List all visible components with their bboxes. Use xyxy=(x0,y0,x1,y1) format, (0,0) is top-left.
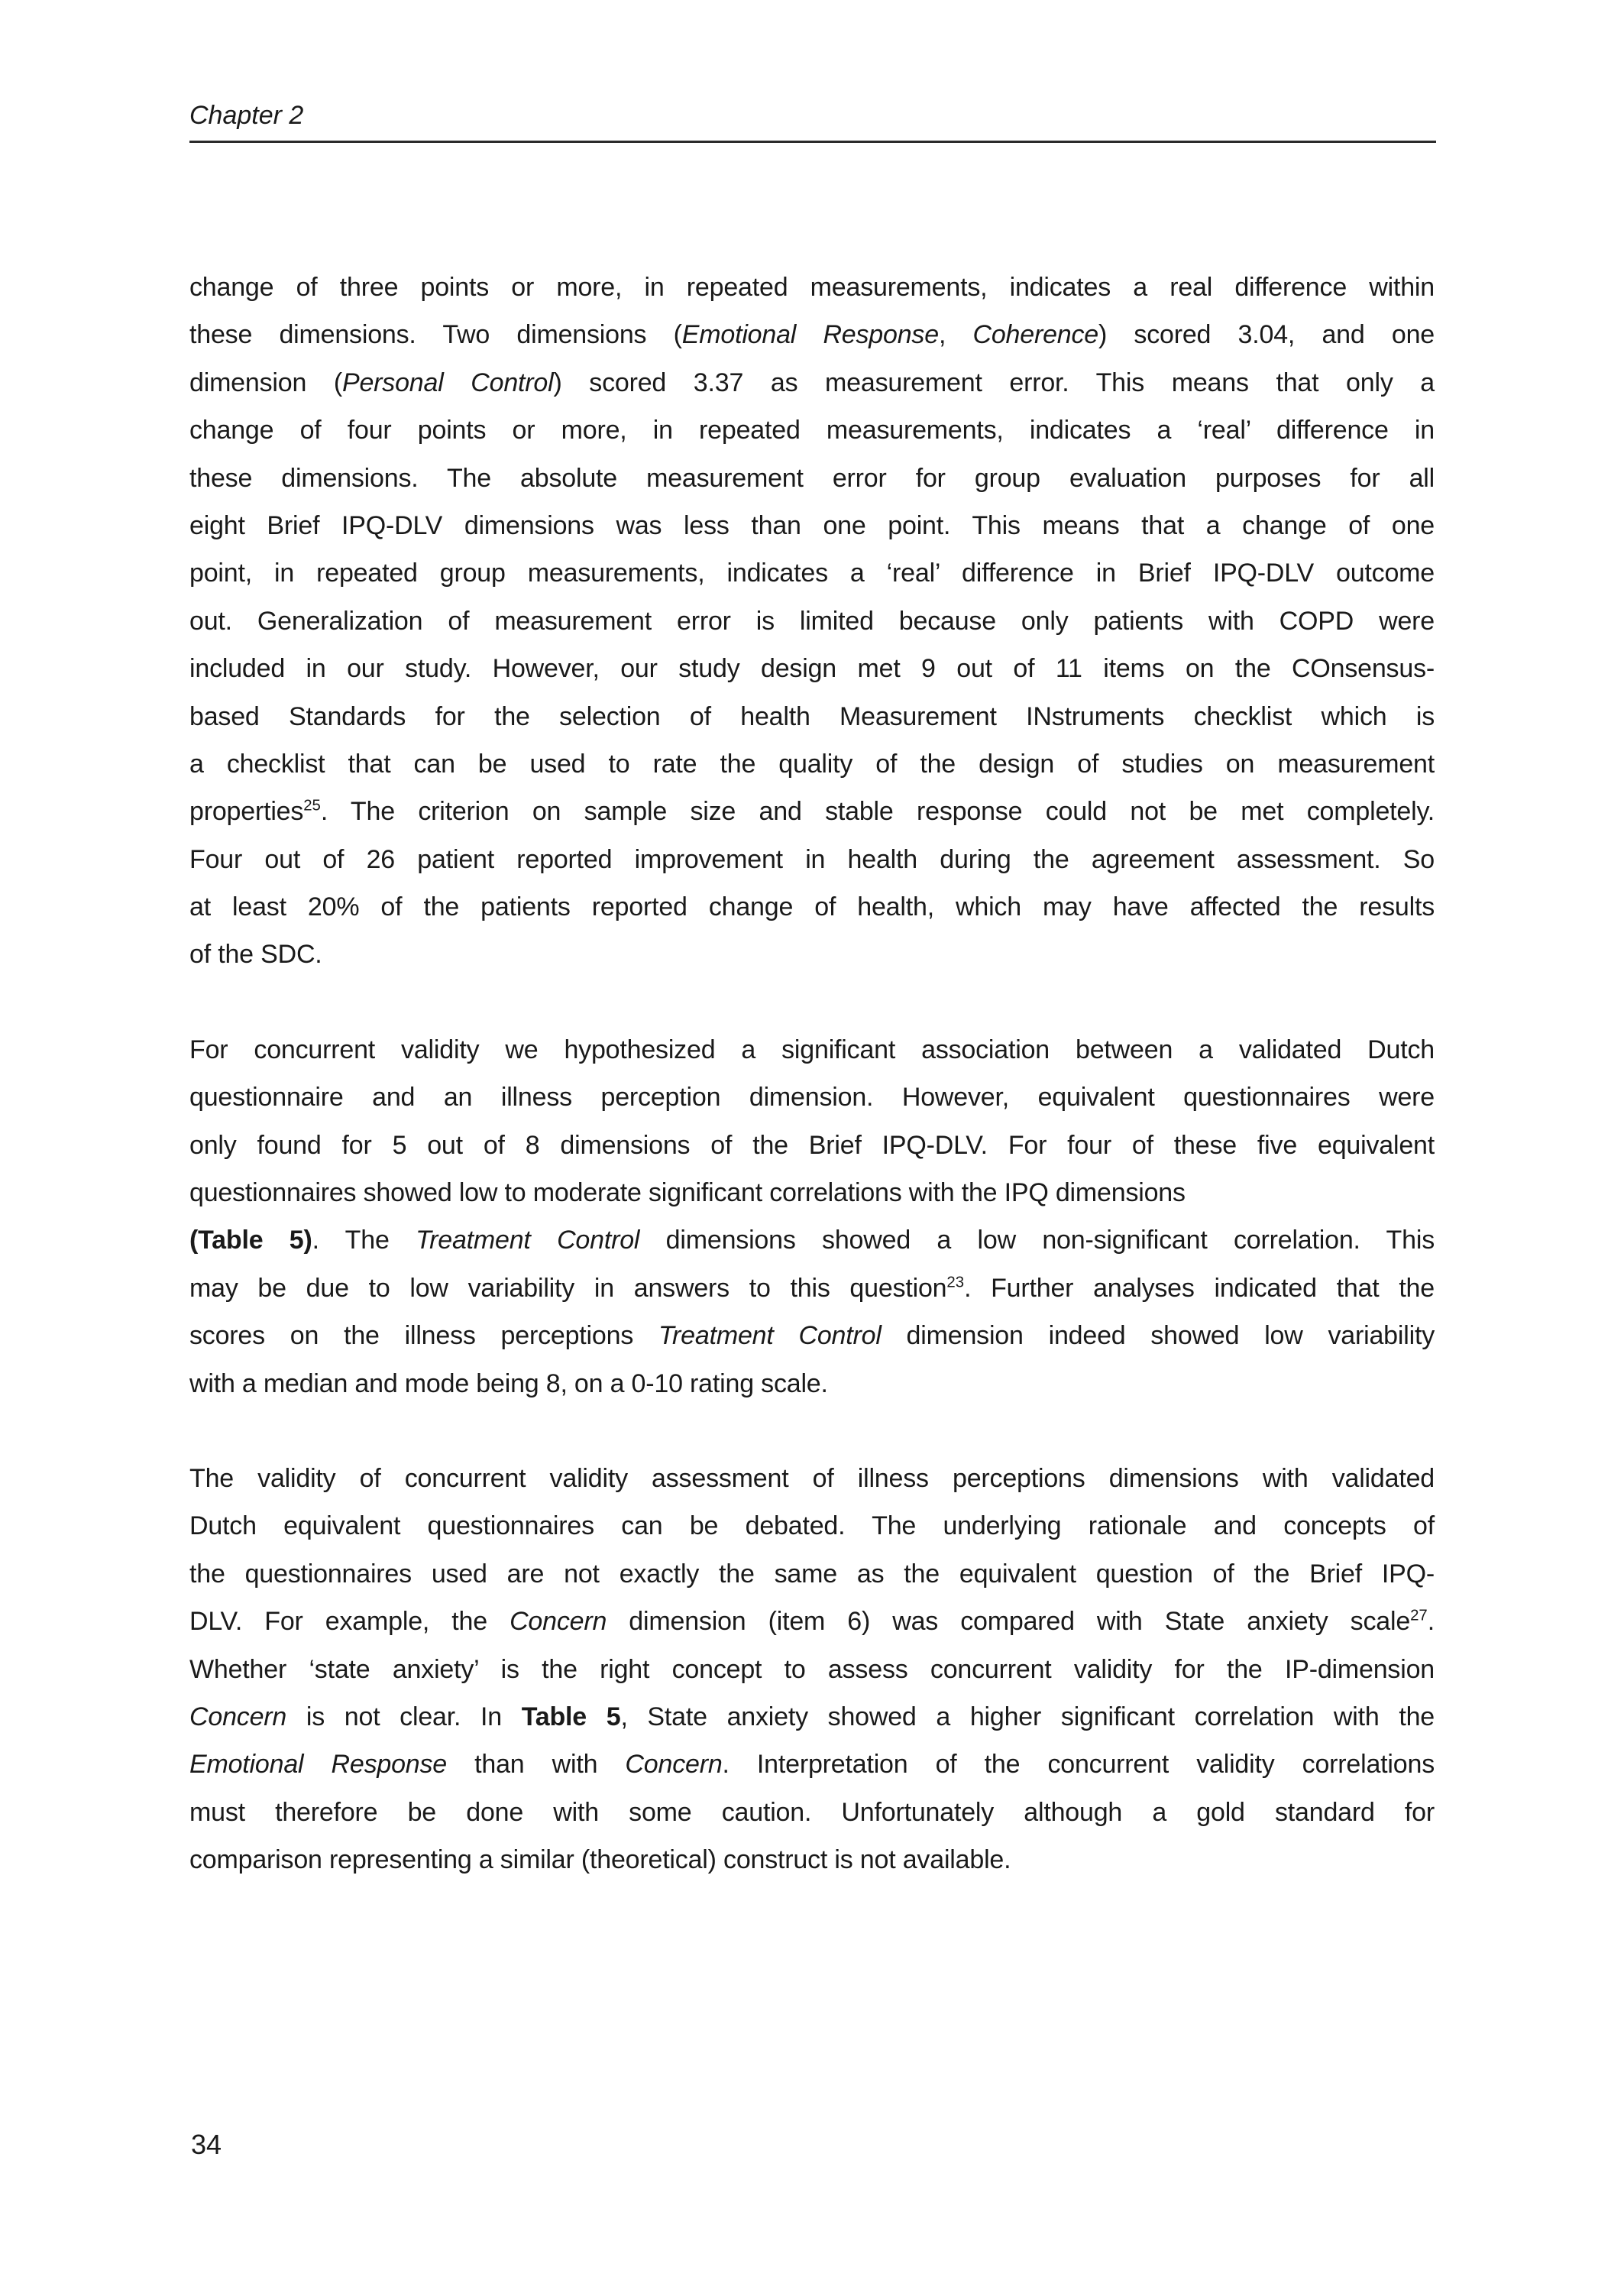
text-line xyxy=(189,1122,1435,1169)
text-line xyxy=(189,883,1435,931)
text-run: Concern xyxy=(189,1702,287,1731)
text-run: Concern xyxy=(510,1607,607,1637)
text-run: Personal Control xyxy=(341,368,554,397)
text-run: , State anxiety showed a higher significant correlation with the xyxy=(620,1702,1435,1731)
text-run: ) scored 3.04, and one xyxy=(1098,320,1435,350)
text-line xyxy=(189,1598,1435,1645)
text-line xyxy=(189,645,1435,692)
text-run: must therefore be done with some caution. Unfortunately although a gold standard for xyxy=(189,1797,1435,1827)
text-line xyxy=(189,1265,1435,1312)
text-run: For concurrent validity we hypothesized a significant association between a validated Dutch xyxy=(189,1035,1435,1064)
text-run: Four out of 26 patient reported improvement in health during the agreement assessment. So xyxy=(189,844,1435,874)
text-run: with a median and mode being 8, on a 0-10 rating scale. xyxy=(189,1368,828,1398)
text-run: properties xyxy=(189,797,304,827)
text-run: Table 5 xyxy=(521,1702,621,1731)
text-line xyxy=(189,598,1435,645)
text-line xyxy=(189,311,1435,358)
text-line xyxy=(189,788,1435,835)
text-line xyxy=(189,406,1435,454)
text-line xyxy=(189,1312,1435,1359)
text-run: included in our study. However, our study design met 9 out of 11 items on the COnsensus- xyxy=(189,654,1435,684)
text-run: point, in repeated group measurements, indicates a ‘real’ difference in Brief IPQ-DLV outcome xyxy=(189,559,1435,588)
superscript-reference: 25 xyxy=(303,797,321,815)
text-run: questionnaires showed low to moderate significant correlations with the IPQ dimensions xyxy=(189,1178,1186,1208)
text-line xyxy=(189,359,1435,406)
text-run: out. Generalization of measurement error is limited because only patients with COPD were xyxy=(189,606,1435,636)
running-header: Chapter 2 xyxy=(189,101,304,130)
text-run: eight Brief IPQ-DLV dimensions was less than one point. This means that a change of one xyxy=(189,510,1435,540)
text-run: Concern xyxy=(625,1750,723,1780)
text-line xyxy=(189,1550,1435,1598)
text-run: . Interpretation of the concurrent validity correlations xyxy=(722,1750,1435,1780)
text-line xyxy=(189,1026,1435,1074)
text-run: (Table 5) xyxy=(189,1226,312,1255)
text-line xyxy=(189,1789,1435,1836)
text-run: Treatment Control xyxy=(416,1226,640,1255)
paragraph xyxy=(189,1026,1435,1407)
text-run: may be due to low variability in answers to this question xyxy=(189,1273,947,1303)
text-run: dimension ( xyxy=(189,368,342,397)
text-run: of the SDC. xyxy=(189,940,322,970)
page-number: 34 xyxy=(191,2129,222,2160)
text-line xyxy=(189,1836,1435,1883)
body-text xyxy=(189,264,1435,1932)
text-line xyxy=(189,1216,1435,1264)
text-run: is not clear. In xyxy=(286,1702,522,1731)
text-run: Emotional Response xyxy=(681,320,939,350)
text-run: dimensions showed a low non-significant correlation. This xyxy=(639,1226,1435,1255)
text-run: a checklist that can be used to rate the quality of the design of studies on measurement xyxy=(189,749,1435,779)
text-run: change of three points or more, in repeated measurements, indicates a real difference within xyxy=(189,273,1435,302)
text-line xyxy=(189,931,1435,978)
text-run: based Standards for the selection of health Measurement INstruments checklist which is xyxy=(189,701,1435,731)
text-run: Whether ‘state anxiety’ is the right concept to assess concurrent validity for the IP-dimension xyxy=(189,1654,1435,1684)
superscript-reference: 27 xyxy=(1410,1607,1428,1624)
text-run: dimension (item 6) was compared with State anxiety scale xyxy=(607,1607,1411,1637)
text-line xyxy=(189,693,1435,740)
text-run: at least 20% of the patients reported change of health, which may have affected the results xyxy=(189,892,1435,922)
text-run: the questionnaires used are not exactly the same as the equivalent question of the Brief IPQ- xyxy=(189,1559,1435,1589)
text-run: . Further analyses indicated that the xyxy=(964,1273,1435,1303)
text-run: , xyxy=(938,320,973,350)
text-run: The validity of concurrent validity assessment of illness perceptions dimensions with validated xyxy=(189,1463,1435,1493)
text-run: DLV. For example, the xyxy=(189,1607,510,1637)
text-line xyxy=(189,1074,1435,1121)
text-run: than with xyxy=(447,1750,626,1780)
paragraph xyxy=(189,1455,1435,1884)
text-run: comparison representing a similar (theoretical) construct is not available. xyxy=(189,1845,1011,1875)
text-line xyxy=(189,1741,1435,1788)
text-run: only found for 5 out of 8 dimensions of the Brief IPQ-DLV. For four of these five equivalent xyxy=(189,1130,1435,1160)
text-line xyxy=(189,264,1435,311)
text-line xyxy=(189,1693,1435,1741)
text-run: dimension indeed showed low variability xyxy=(881,1321,1435,1351)
text-run: scores on the illness perceptions xyxy=(189,1321,658,1351)
text-run: change of four points or more, in repeated measurements, indicates a ‘real’ difference in xyxy=(189,416,1435,445)
text-run: questionnaire and an illness perception dimension. However, equivalent questionnaires were xyxy=(189,1083,1435,1112)
text-line xyxy=(189,740,1435,788)
text-run: these dimensions. The absolute measurement error for group evaluation purposes for all xyxy=(189,463,1435,493)
text-line xyxy=(189,455,1435,502)
text-line xyxy=(189,1360,1435,1407)
paragraph xyxy=(189,264,1435,979)
text-run: Coherence xyxy=(972,320,1099,350)
text-run: Emotional Response xyxy=(189,1750,448,1780)
superscript-reference: 23 xyxy=(946,1274,965,1291)
text-run: these dimensions. Two dimensions ( xyxy=(189,320,682,350)
header-rule xyxy=(189,141,1436,143)
text-run: . The criterion on sample size and stable response could not be met completely. xyxy=(320,797,1435,827)
text-run: Treatment Control xyxy=(658,1321,882,1351)
text-line xyxy=(189,1455,1435,1502)
text-line xyxy=(189,836,1435,883)
text-run: Dutch equivalent questionnaires can be debated. The underlying rationale and concepts of xyxy=(189,1511,1435,1541)
text-line xyxy=(189,502,1435,549)
text-line xyxy=(189,1646,1435,1693)
text-run: ) scored 3.37 as measurement error. This means that only a xyxy=(553,368,1435,397)
text-run: . xyxy=(1427,1607,1435,1637)
text-line xyxy=(189,1502,1435,1550)
text-run: . The xyxy=(312,1226,416,1255)
text-line xyxy=(189,549,1435,597)
text-line xyxy=(189,1169,1435,1216)
